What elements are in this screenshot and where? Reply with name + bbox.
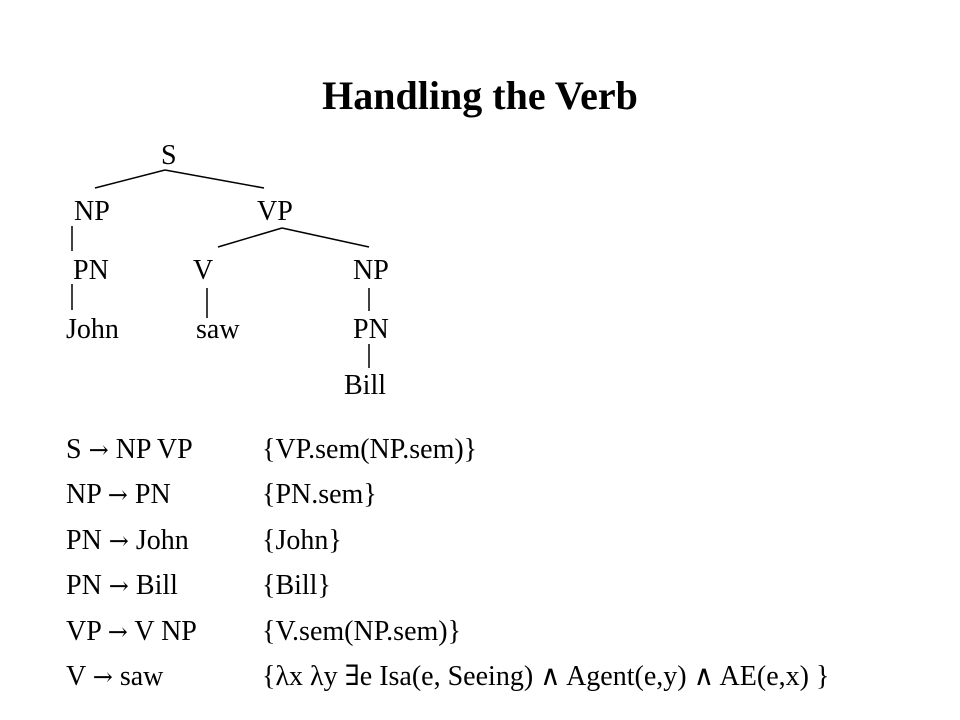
rule-semantics: {Bill} (262, 570, 331, 602)
rule-semantics: {V.sem(NP.sem)} (262, 615, 462, 647)
rule-lhs: S (66, 434, 82, 465)
tree-node-vp: VP (257, 196, 293, 227)
arrow-icon: → (88, 436, 109, 464)
rule-lhs: PN (66, 524, 102, 556)
rule-lhs: PN (66, 570, 102, 602)
arrow-icon: → (107, 617, 128, 646)
rule-rhs: Bill (135, 570, 178, 602)
rule-semantics: {VP.sem(NP.sem)} (262, 434, 478, 465)
edge-vp-v (218, 228, 282, 247)
rule-semantics: {PN.sem} (262, 479, 377, 511)
rule-lhs: NP (66, 479, 101, 511)
rule-production (66, 523, 189, 559)
rule-rhs: PN (134, 479, 171, 511)
slide-title: Handling the Verb (322, 73, 638, 118)
rule-production (66, 477, 171, 513)
tree-node-pn-object: PN (353, 314, 389, 345)
tree-leaf-john: John (66, 314, 119, 345)
rule-rhs: V NP (134, 615, 197, 647)
rule-production (66, 659, 163, 695)
arrow-icon: → (92, 662, 113, 691)
edge-vp-np (282, 228, 369, 247)
tree-node-s: S (161, 140, 177, 171)
rule-semantics: {John} (262, 524, 342, 556)
tree-node-np-object: NP (353, 255, 389, 286)
rule-lhs: VP (66, 615, 101, 647)
rule-production (66, 568, 178, 604)
rule-semantics: {λx λy ∃e Isa(e, Seeing) ∧ Agent(e,y) ∧ AE(e,x) } (262, 660, 830, 692)
tree-node-v: V (193, 255, 214, 286)
rule-rhs: NP VP (115, 434, 193, 465)
tree-node-pn: PN (73, 255, 109, 286)
tree-leaf-saw: saw (196, 314, 240, 345)
tree-leaf-bill: Bill (344, 370, 387, 401)
rule-production (66, 432, 193, 468)
arrow-icon: → (108, 572, 129, 601)
arrow-icon: → (107, 481, 128, 510)
rule-rhs: John (135, 524, 189, 556)
edge-s-vp (165, 170, 264, 188)
edge-s-np (95, 170, 165, 188)
rule-lhs: V (66, 660, 86, 692)
arrow-icon: → (108, 526, 129, 555)
rule-production (66, 614, 197, 650)
tree-node-np: NP (74, 196, 110, 227)
rule-rhs: saw (119, 660, 164, 692)
